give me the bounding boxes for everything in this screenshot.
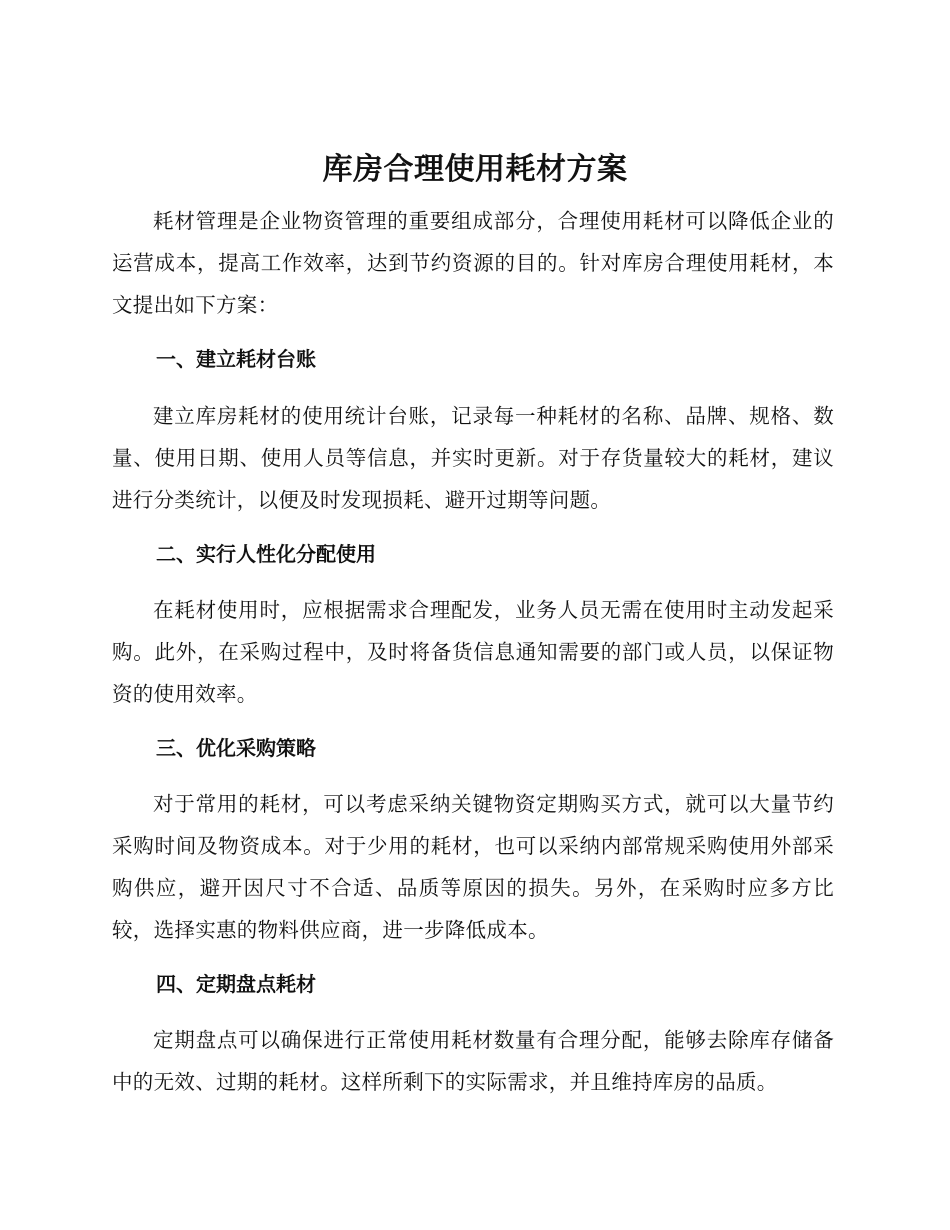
section-body-4: 定期盘点可以确保进行正常使用耗材数量有合理分配，能够去除库存储备中的无效、过期的耗材。这样所剩下的实际需求，并且维持库房的品质。: [112, 1028, 834, 1094]
intro-paragraph: 耗材管理是企业物资管理的重要组成部分，合理使用耗材可以降低企业的运营成本，提高工作效率，达到节约资源的目的。针对库房合理使用耗材，本文提出如下方案：: [112, 209, 834, 317]
section-heading-2: 二、实行人性化分配使用: [156, 542, 376, 566]
section-body-1: 建立库房耗材的使用统计台账，记录每一种耗材的名称、品牌、规格、数量、使用日期、使用人员等信息，并实时更新。对于存货量较大的耗材，建议进行分类统计，以便及时发现损耗、避开过期等问题。: [112, 404, 834, 512]
section-heading-3: 三、优化采购策略: [156, 736, 316, 760]
section-body-3: 对于常用的耗材，可以考虑采纳关键物资定期购买方式，就可以大量节约采购时间及物资成本。对于少用的耗材，也可以采纳内部常规采购使用外部采购供应，避开因尺寸不合适、品质等原因的损失。另外，在采购时应多方比较，选择实惠的物料供应商，进一步降低成本。: [112, 792, 834, 942]
section-body-2: 在耗材使用时，应根据需求合理配发，业务人员无需在使用时主动发起采购。此外，在采购过程中，及时将备货信息通知需要的部门或人员，以保证物资的使用效率。: [112, 598, 834, 706]
section-heading-1: 一、建立耗材台账: [156, 347, 316, 371]
section-heading-4: 四、定期盘点耗材: [156, 972, 316, 996]
document-title: 库房合理使用耗材方案: [322, 152, 628, 187]
